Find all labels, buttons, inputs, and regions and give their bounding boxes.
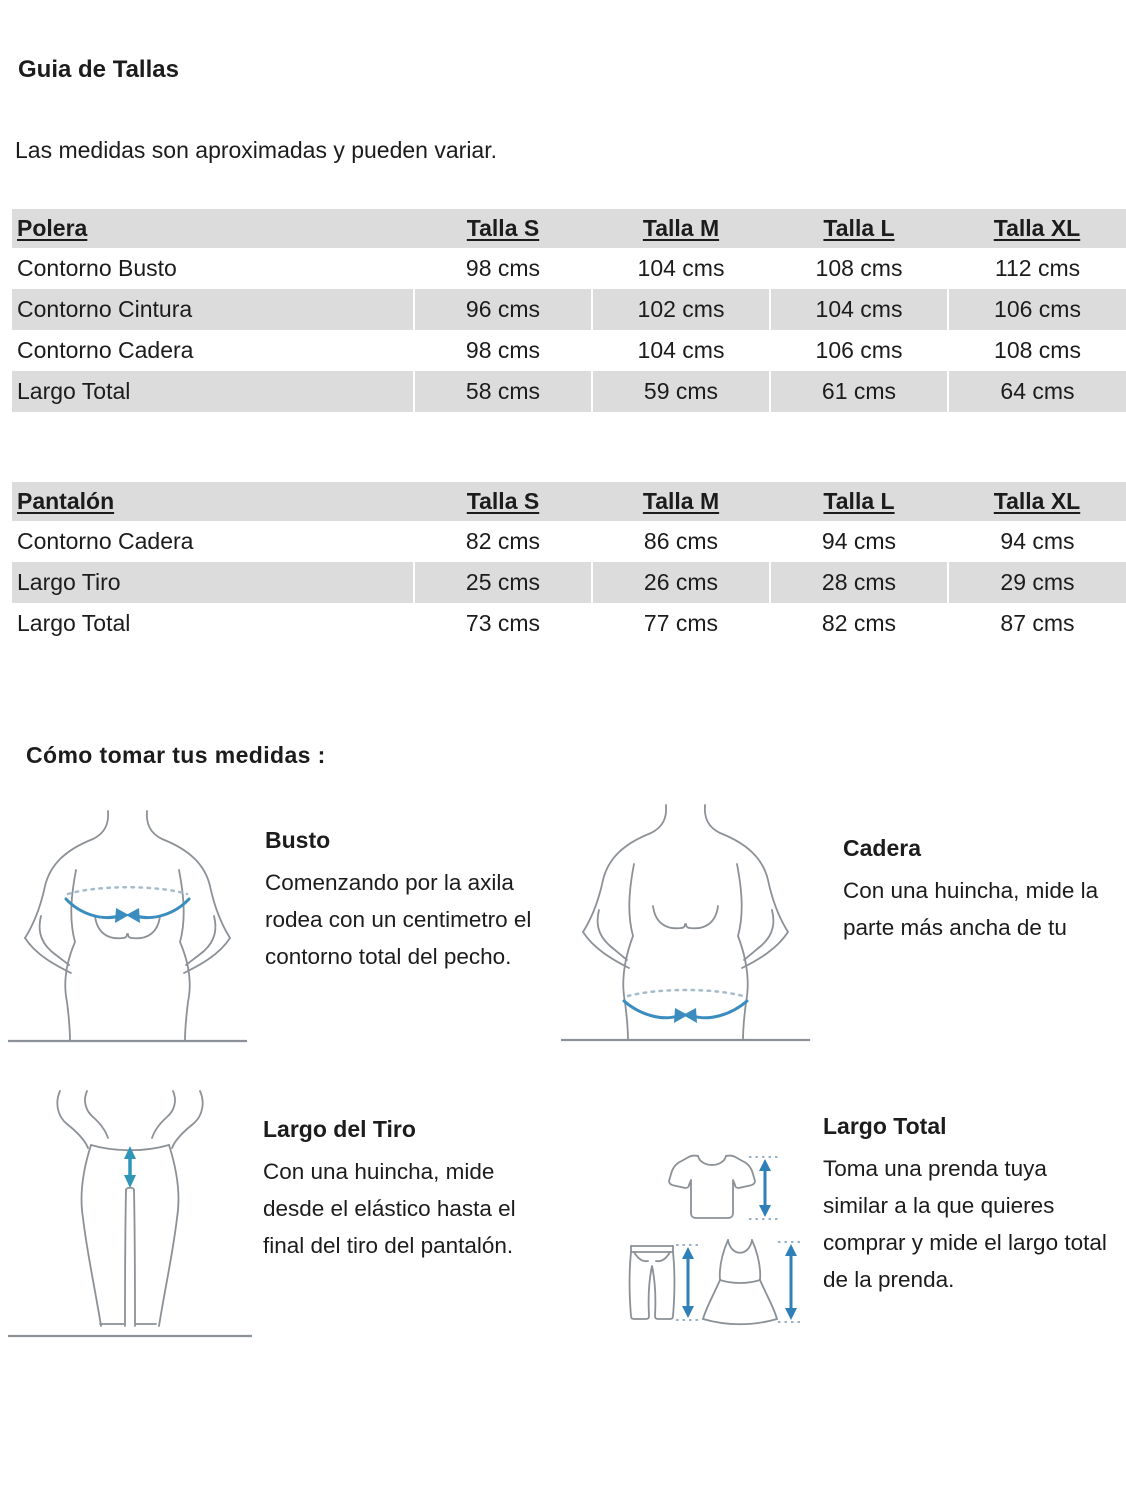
size-value-cell: 82 cms [414, 521, 592, 562]
table-row [12, 371, 1126, 412]
garments-illustration [602, 1140, 817, 1335]
size-value-cell: 112 cms [948, 248, 1126, 289]
pants-length-arrow [676, 1245, 700, 1320]
rise-length-arrow [124, 1146, 136, 1188]
torso-outline [25, 811, 230, 1041]
size-value-cell: 61 cms [770, 371, 948, 412]
size-value-cell: 77 cms [592, 603, 770, 644]
size-value-cell: 59 cms [592, 371, 770, 412]
busto-title: Busto [265, 827, 331, 853]
table-row [12, 248, 1126, 289]
table-size-header: Talla L [770, 209, 948, 248]
page-title: Guia de Tallas [18, 56, 179, 83]
busto-section [265, 827, 570, 975]
size-value-cell: 29 cms [948, 562, 1126, 603]
legs-outline [57, 1091, 202, 1326]
table-product-header: Pantalón [12, 482, 414, 521]
dress-icon [703, 1240, 777, 1324]
dress-length-arrow [778, 1242, 804, 1322]
cadera-title: Cadera [843, 835, 921, 861]
largo-total-line: Toma una prenda tuya [823, 1156, 1047, 1181]
size-value-cell: 98 cms [414, 330, 592, 371]
table-size-header: Talla M [592, 482, 770, 521]
size-value-cell: 106 cms [948, 289, 1126, 330]
largo-total-title: Largo Total [823, 1113, 947, 1139]
busto-line: rodea con un centimetro el [265, 907, 532, 932]
size-value-cell: 98 cms [414, 248, 592, 289]
bust-measuring-tape [66, 887, 189, 923]
table-row [12, 562, 1126, 603]
table-size-header: Talla S [414, 482, 592, 521]
table-row [12, 521, 1126, 562]
size-value-cell: 28 cms [770, 562, 948, 603]
row-label-cell: Contorno Busto [17, 255, 177, 281]
table-size-header: Talla S [414, 209, 592, 248]
size-value-cell: 87 cms [948, 603, 1126, 644]
tiro-figure-illustration [5, 1088, 255, 1343]
largo-tiro-line: Con una huincha, mide [263, 1159, 495, 1184]
page-subtitle: Las medidas son aproximadas y pueden variar. [15, 137, 498, 163]
size-value-cell: 73 cms [414, 603, 592, 644]
cadera-line: parte más ancha de tu [843, 915, 1067, 940]
row-label-cell: Largo Total [17, 610, 131, 636]
hip-measuring-tape [624, 990, 747, 1023]
tshirt-icon [669, 1156, 755, 1218]
row-label-cell: Contorno Cadera [17, 528, 194, 554]
size-value-cell: 102 cms [592, 289, 770, 330]
busto-figure-illustration [5, 808, 250, 1043]
size-table-pantalon [12, 482, 1126, 644]
size-value-cell: 108 cms [948, 330, 1126, 371]
largo-total-section [823, 1113, 1126, 1298]
size-value-cell: 104 cms [592, 330, 770, 371]
table-header-row [12, 209, 1126, 248]
size-value-cell: 64 cms [948, 371, 1126, 412]
table-size-header: Talla XL [948, 209, 1126, 248]
size-value-cell: 86 cms [592, 521, 770, 562]
table-row [12, 289, 1126, 330]
largo-tiro-section [263, 1116, 563, 1264]
largo-tiro-title: Largo del Tiro [263, 1116, 416, 1142]
table-row [12, 603, 1126, 644]
size-value-cell: 94 cms [770, 521, 948, 562]
size-value-cell: 108 cms [770, 248, 948, 289]
pants-icon [630, 1246, 675, 1319]
size-value-cell: 104 cms [592, 248, 770, 289]
size-value-cell: 25 cms [414, 562, 592, 603]
largo-total-line: de la prenda. [823, 1267, 955, 1292]
size-value-cell: 96 cms [414, 289, 592, 330]
row-label-cell: Contorno Cadera [17, 337, 194, 363]
cadera-section [843, 835, 1126, 946]
size-value-cell: 106 cms [770, 330, 948, 371]
table-size-header: Talla M [592, 209, 770, 248]
cadera-line: Con una huincha, mide la [843, 878, 1099, 903]
torso-outline [583, 805, 788, 1040]
busto-line: Comenzando por la axila [265, 870, 514, 895]
size-value-cell: 104 cms [770, 289, 948, 330]
row-label-cell: Largo Tiro [12, 562, 414, 603]
size-table-polera [12, 209, 1126, 412]
size-value-cell: 82 cms [770, 603, 948, 644]
table-header-row [12, 482, 1126, 521]
size-value-cell: 94 cms [948, 521, 1126, 562]
table-size-header: Talla L [770, 482, 948, 521]
table-size-header: Talla XL [948, 482, 1126, 521]
size-value-cell: 58 cms [414, 371, 592, 412]
cadera-figure-illustration [558, 802, 813, 1042]
largo-tiro-line: final del tiro del pantalón. [263, 1233, 514, 1258]
busto-line: contorno total del pecho. [265, 944, 512, 969]
largo-total-line: similar a la que quieres [823, 1193, 1055, 1218]
largo-tiro-line: desde el elástico hasta el [263, 1196, 516, 1221]
largo-total-line: comprar y mide el largo total [823, 1230, 1107, 1255]
table-row [12, 330, 1126, 371]
tshirt-length-arrow [749, 1157, 779, 1219]
row-label-cell: Contorno Cintura [12, 289, 414, 330]
table-product-header: Polera [12, 209, 414, 248]
size-value-cell: 26 cms [592, 562, 770, 603]
how-to-measure-heading: Cómo tomar tus medidas : [26, 742, 326, 768]
row-label-cell: Largo Total [12, 371, 414, 412]
